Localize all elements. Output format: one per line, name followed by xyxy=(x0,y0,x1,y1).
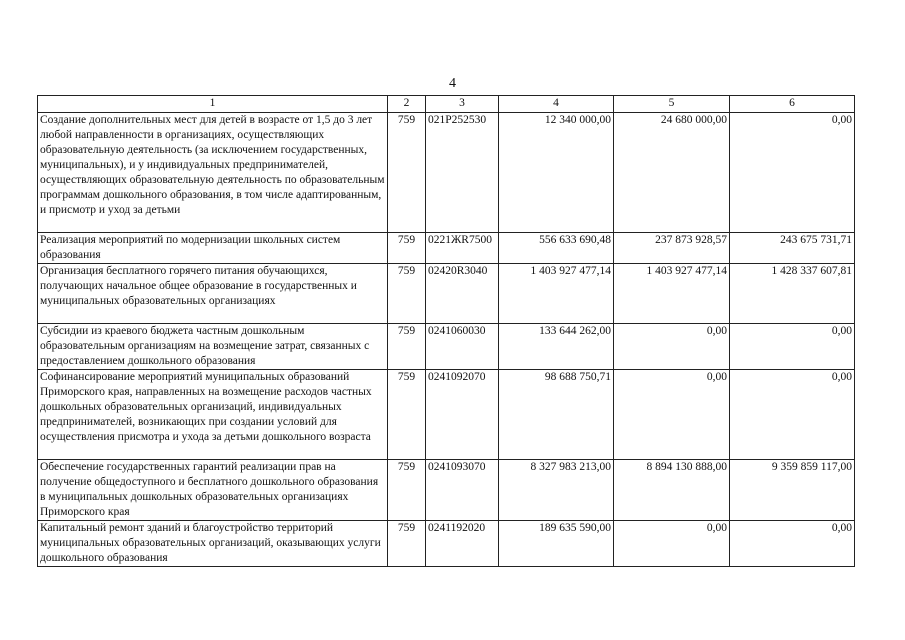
page-number: 4 xyxy=(449,76,456,91)
row-value-4: 12 340 000,00 xyxy=(499,113,614,233)
header-col-1: 1 xyxy=(38,96,388,113)
header-col-4: 4 xyxy=(499,96,614,113)
row-kcsr: 021P252530 xyxy=(426,113,499,233)
row-value-6: 243 675 731,71 xyxy=(730,233,855,264)
row-value-4: 1 403 927 477,14 xyxy=(499,264,614,324)
table-row xyxy=(38,233,855,264)
row-value-4: 556 633 690,48 xyxy=(499,233,614,264)
row-value-6: 0,00 xyxy=(730,370,855,460)
row-code: 759 xyxy=(388,324,426,370)
header-col-5: 5 xyxy=(614,96,730,113)
row-name: Обеспечение государственных гарантий реализации прав на получение общедоступного и бесплатного дошкольного образования в муниципальных дошкольных образовательных организациях Приморского края xyxy=(38,460,388,521)
table-row xyxy=(38,113,855,233)
table-row xyxy=(38,370,855,460)
row-value-5: 237 873 928,57 xyxy=(614,233,730,264)
row-code: 759 xyxy=(388,233,426,264)
row-name: Создание дополнительных мест для детей в возрасте от 1,5 до 3 лет любой направленности в организациях, осуществляющих образовательную деятельность (за исключением государственных, муниципальных), и у индивидуальных предпринимателей, осуществляющих образовательную деятельность по образовательным программам дошкольного образования, в том числе адаптированным, и присмотр и уход за детьми xyxy=(38,113,388,233)
header-col-2: 2 xyxy=(388,96,426,113)
row-code: 759 xyxy=(388,264,426,324)
row-value-4: 8 327 983 213,00 xyxy=(499,460,614,521)
row-kcsr: 0241093070 xyxy=(426,460,499,521)
row-code: 759 xyxy=(388,370,426,460)
row-name: Организация бесплатного горячего питания обучающихся, получающих начальное общее образование в государственных и муниципальных образовательных организациях xyxy=(38,264,388,324)
row-kcsr: 0241060030 xyxy=(426,324,499,370)
row-code: 759 xyxy=(388,460,426,521)
table-row xyxy=(38,460,855,521)
row-value-6: 9 359 859 117,00 xyxy=(730,460,855,521)
table-row xyxy=(38,324,855,370)
row-code: 759 xyxy=(388,113,426,233)
row-code: 759 xyxy=(388,521,426,567)
header-col-6: 6 xyxy=(730,96,855,113)
row-kcsr: 0221ЖR7500 xyxy=(426,233,499,264)
row-value-6: 0,00 xyxy=(730,521,855,567)
table-row xyxy=(38,264,855,324)
row-value-5: 8 894 130 888,00 xyxy=(614,460,730,521)
row-value-4: 189 635 590,00 xyxy=(499,521,614,567)
row-name: Субсидии из краевого бюджета частным дошкольным образовательным организациям на возмещение затрат, связанных с предоставлением дошкольного образования xyxy=(38,324,388,370)
row-value-6: 0,00 xyxy=(730,113,855,233)
row-name: Капитальный ремонт зданий и благоустройство территорий муниципальных образовательных организаций, оказывающих услуги дошкольного образования xyxy=(38,521,388,567)
header-row xyxy=(38,96,855,113)
table-row xyxy=(38,521,855,567)
budget-table xyxy=(37,95,855,567)
row-value-4: 98 688 750,71 xyxy=(499,370,614,460)
row-value-5: 24 680 000,00 xyxy=(614,113,730,233)
row-value-6: 0,00 xyxy=(730,324,855,370)
row-name: Реализация мероприятий по модернизации школьных систем образования xyxy=(38,233,388,264)
header-col-3: 3 xyxy=(426,96,499,113)
row-value-5: 0,00 xyxy=(614,370,730,460)
row-value-4: 133 644 262,00 xyxy=(499,324,614,370)
row-kcsr: 0241192020 xyxy=(426,521,499,567)
row-value-5: 1 403 927 477,14 xyxy=(614,264,730,324)
row-kcsr: 0241092070 xyxy=(426,370,499,460)
row-value-5: 0,00 xyxy=(614,521,730,567)
row-kcsr: 02420R3040 xyxy=(426,264,499,324)
row-value-5: 0,00 xyxy=(614,324,730,370)
row-value-6: 1 428 337 607,81 xyxy=(730,264,855,324)
row-name: Софинансирование мероприятий муниципальных образований Приморского края, направленных на возмещение расходов частных дошкольных образовательных организаций, индивидуальных предпринимателей, возникающих при создании условий для осуществления присмотра и ухода за детьми дошкольного возраста xyxy=(38,370,388,460)
